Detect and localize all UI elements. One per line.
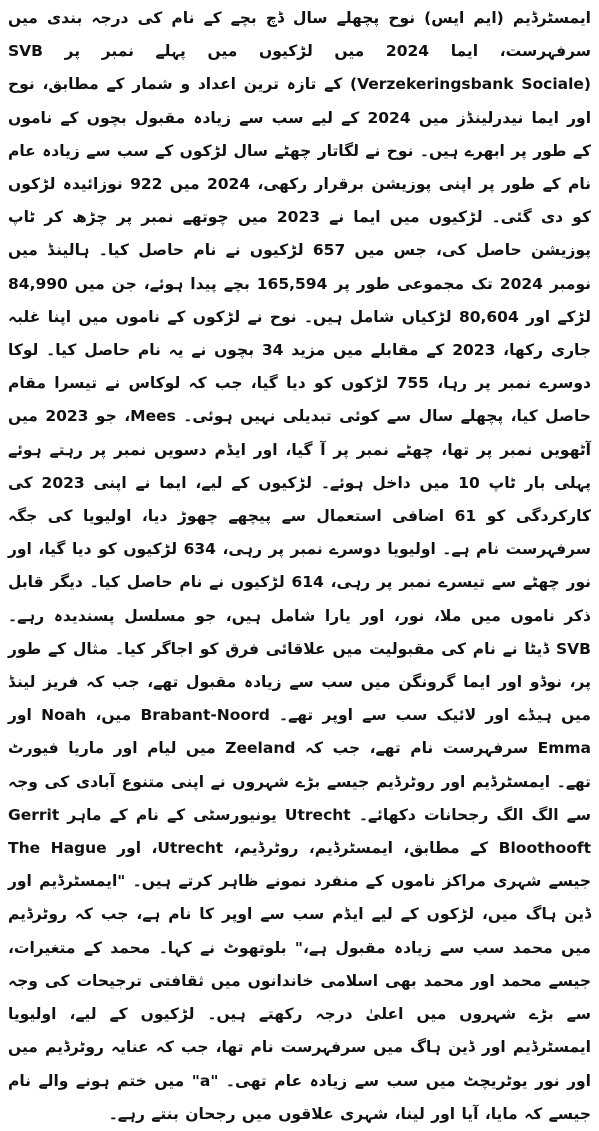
article-body: ایمسٹرڈیم (ایم ایس) نوح پچھلے سال ڈچ بچے کے نام کی درجہ بندی میں سرفہرست، ایما 2024 میں لڑکیوں میں پہلے نمبر پر SVB (Verzekeringsbank Sociale) کے تازہ ترین اعداد و شمار کے مطابق، نوح اور ایما نیدرلینڈز میں 2024 کے لیے سب سے زیادہ مقبول بچوں کے ناموں کے طور پر ابھرے ہیں۔ نوح نے لگاتار چھٹے سال لڑکوں کے سب سے زیادہ عام نام کے طور پر اپنی پوزیشن برقرار رکھی، 2024 میں 922 نوزائیدہ لڑکوں کو دی گئی۔ لڑکیوں میں ایما نے 2023 میں چوتھے نمبر پر چڑھ کر ٹاپ پوزیشن حاصل کی، جس میں 657 لڑکیوں نے نام حاصل کیا۔ ہالینڈ میں نومبر 2024 تک مجموعی طور پر 165,594 بچے پیدا ہوئے، جن میں 84,990 لڑکے اور 80,604 لڑکیاں شامل ہیں۔ نوح نے لڑکوں کے ناموں میں اپنا غلبہ جاری رکھا، 2023 کے مقابلے میں مزید 34 بچوں نے یہ نام حاصل کیا۔ لوکا دوسرے نمبر پر رہا، 755 لڑکوں کو دیا گیا، جب کہ لوکاس نے تیسرا مقام حاصل کیا، پچھلے سال سے کوئی تبدیلی نہیں ہوئی۔ Mees، جو 2023 میں آٹھویں نمبر پر تھا، چھٹے نمبر پر آ گیا، اور ایڈم دسویں نمبر پر رہتے ہوئے پہلی بار ٹاپ 10 میں داخل ہوئے۔ لڑکیوں کے لیے، ایما نے اپنی 2023 کی کارکردگی کو 61 اضافی استعمال سے پیچھے چھوڑ دیا، اولیویا کی جگہ سرفہرست نام ہے۔ اولیویا دوسرے نمبر پر رہی، 634 لڑکیوں کو دیا گیا، اور نور چھٹے سے تیسرے نمبر پر رہی، 614 لڑکیوں نے نام حاصل کیا۔ دیگر قابل ذکر ناموں میں ملا، نور، اور یارا شامل ہیں، جو مسلسل پسندیدہ رہے۔ SVB ڈیٹا نے نام کی مقبولیت میں علاقائی فرق کو اجاگر کیا۔ مثال کے طور پر، نوڈو اور ایما گرونگن میں سب سے زیادہ مقبول تھے، جب کہ فریز لینڈ میں ہیڈے اور لائیک سب سے اوپر تھے۔ Brabant-Noord میں، Noah اور Emma سرفہرست نام تھے، جب کہ Zeeland میں لیام اور ماریا فیورٹ تھے۔ ایمسٹرڈیم اور روٹرڈیم جیسے بڑے شہروں نے اپنی متنوع آبادی کی وجہ سے الگ الگ رجحانات دکھائے۔ Utrecht یونیورسٹی کے نام کے ماہر Gerrit Bloothooft کے مطابق، ایمسٹرڈیم، روٹرڈیم، Utrecht، اور The Hague جیسے شہری مراکز ناموں کے منفرد نمونے ظاہر کرتے ہیں۔ "ایمسٹرڈیم اور ڈین ہاگ میں، لڑکوں کے لیے ایڈم سب سے اوپر کا نام ہے، جب کہ روٹرڈیم میں محمد سب سے زیادہ مقبول ہے،" بلوتھوٹ نے کہا۔ محمد کے متغیرات، جیسے محمد اور محمد بھی اسلامی خاندانوں میں ثقافتی ترجیحات کی وجہ سے بڑے شہروں میں اعلیٰ درجہ رکھتے ہیں۔ لڑکیوں کے لیے، اولیویا ایمسٹرڈیم اور ڈین ہاگ میں سرفہرست نام تھا، جب کہ عنایہ روٹرڈیم میں اور نور یوٹریچٹ میں سب سے زیادہ عام تھی۔ "a" میں ختم ہونے والے نام جیسے کہ مایا، آیا اور لینا، شہری علاقوں میں رجحان بنتے رہے۔ — [8, 9, 592, 1123]
